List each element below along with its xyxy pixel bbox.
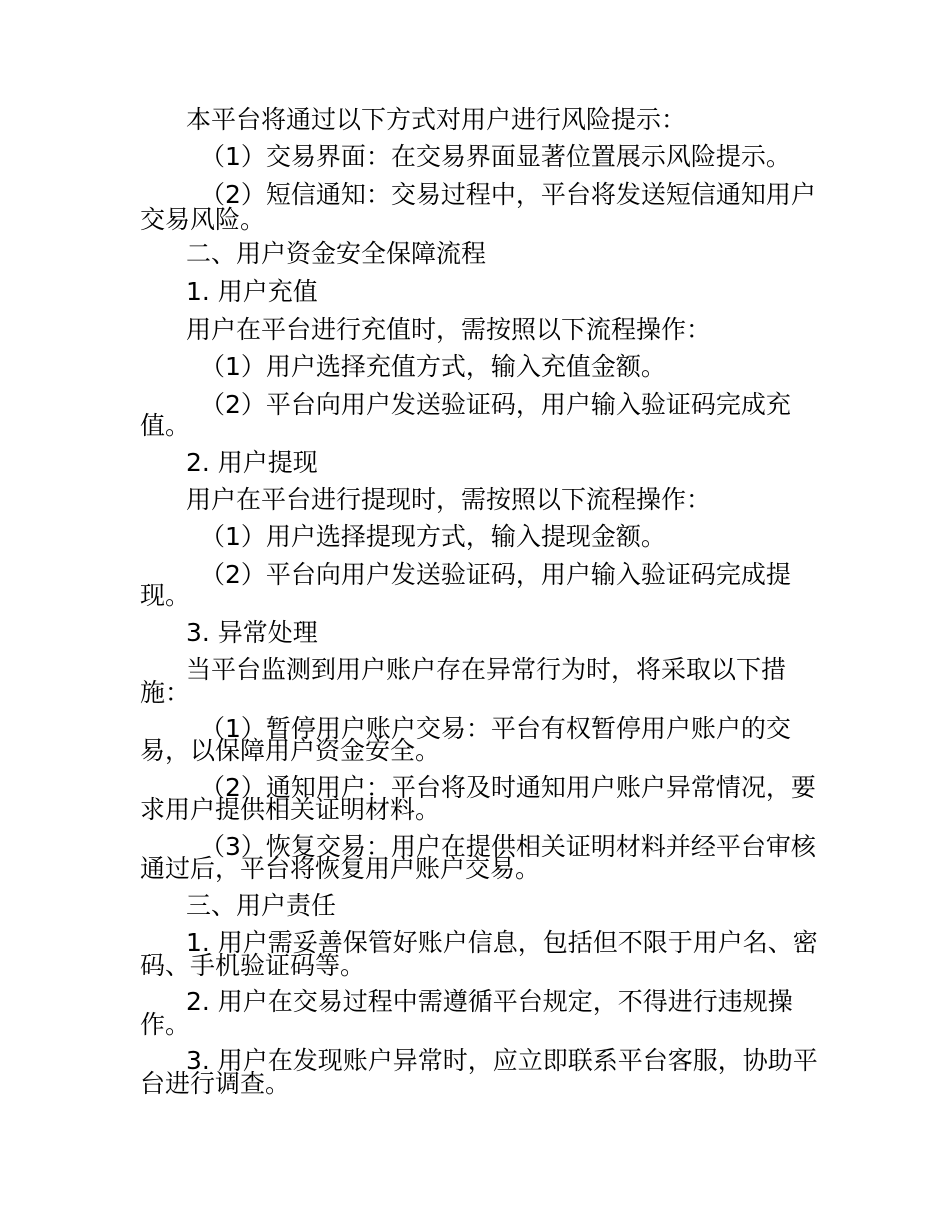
exception-measure-2-cont: 求用户提供相关证明材料。	[140, 795, 441, 824]
risk-item-1: （1）交易界面：在交易界面显著位置展示风险提示。	[200, 142, 791, 171]
responsibility-1-cont: 码、手机验证码等。	[140, 951, 366, 980]
withdraw-step-2-cont: 现。	[140, 581, 191, 610]
exception-measure-2: （2）通知用户：平台将及时通知用户账户异常情况，要	[200, 773, 816, 802]
responsibility-3-cont: 台进行调查。	[140, 1069, 291, 1098]
subheading-deposit: 1. 用户充值	[186, 277, 318, 306]
section-heading-2: 二、用户资金安全保障流程	[186, 239, 487, 268]
section-heading-3: 三、用户责任	[186, 891, 337, 920]
exception-intro: 当平台监测到用户账户存在异常行为时，将采取以下措	[186, 655, 787, 684]
subheading-withdraw: 2. 用户提现	[186, 448, 318, 477]
responsibility-2-cont: 作。	[140, 1010, 191, 1039]
withdraw-intro: 用户在平台进行提现时，需按照以下流程操作：	[186, 485, 712, 514]
deposit-intro: 用户在平台进行充值时，需按照以下流程操作：	[186, 315, 712, 344]
responsibility-2: 2. 用户在交易过程中需遵循平台规定，不得进行违规操	[186, 987, 793, 1016]
risk-item-2-cont: 交易风险。	[140, 205, 266, 234]
subheading-exception: 3. 异常处理	[186, 618, 318, 647]
exception-measure-1-cont: 易，以保障用户资金安全。	[140, 736, 441, 765]
exception-measure-3: （3）恢复交易：用户在提供相关证明材料并经平台审核	[200, 832, 816, 861]
withdraw-step-1: （1）用户选择提现方式，输入提现金额。	[200, 522, 666, 551]
withdraw-step-2: （2）平台向用户发送验证码，用户输入验证码完成提	[200, 560, 791, 589]
responsibility-1: 1. 用户需妥善保管好账户信息，包括但不限于用户名、密	[186, 928, 818, 957]
exception-measure-3-cont: 通过后，平台将恢复用户账户交易。	[140, 854, 541, 883]
deposit-step-2: （2）平台向用户发送验证码，用户输入验证码完成充	[200, 390, 791, 419]
risk-item-2: （2）短信通知：交易过程中，平台将发送短信通知用户	[200, 180, 816, 209]
responsibility-3: 3. 用户在发现账户异常时，应立即联系平台客服，协助平	[186, 1046, 818, 1075]
deposit-step-1: （1）用户选择充值方式，输入充值金额。	[200, 352, 666, 381]
exception-intro-cont: 施：	[140, 678, 191, 707]
exception-measure-1: （1）暂停用户账户交易：平台有权暂停用户账户的交	[200, 714, 791, 743]
deposit-step-2-cont: 值。	[140, 411, 191, 440]
intro-line: 本平台将通过以下方式对用户进行风险提示：	[186, 105, 687, 134]
